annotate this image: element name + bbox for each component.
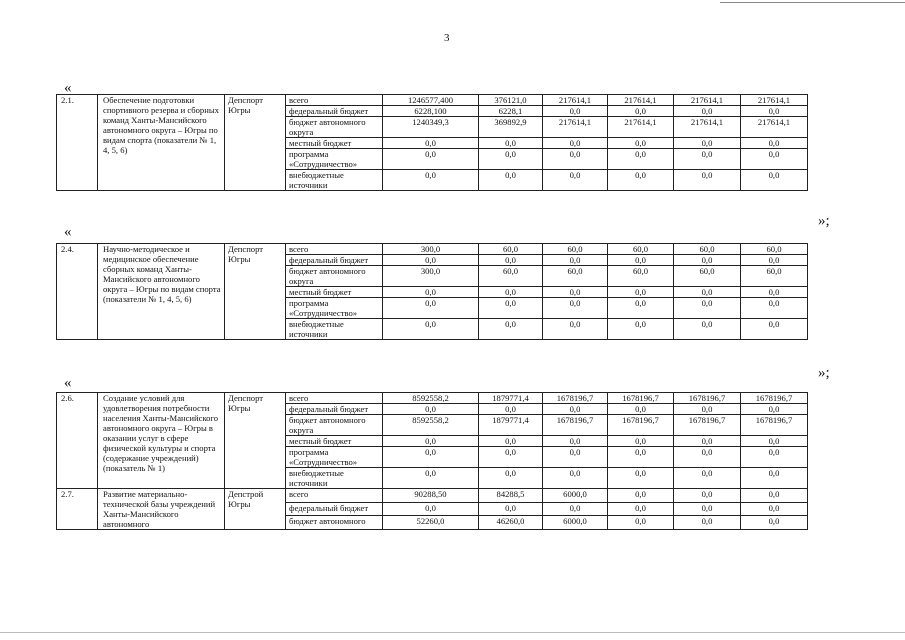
table-row bbox=[57, 489, 808, 503]
budget-table-2-1 bbox=[56, 94, 808, 191]
amount-cell: 60,0 bbox=[543, 244, 608, 255]
table-body bbox=[57, 95, 808, 191]
amount-cell: 0,0 bbox=[674, 255, 741, 266]
amount-cell: 0,0 bbox=[741, 319, 808, 340]
amount-cell: 60,0 bbox=[608, 266, 674, 287]
amount-cell: 0,0 bbox=[674, 106, 741, 117]
table-body bbox=[57, 393, 808, 530]
amount-cell: 0,0 bbox=[543, 436, 608, 447]
amount-cell: 0,0 bbox=[479, 319, 543, 340]
amount-cell: 0,0 bbox=[383, 149, 479, 170]
amount-cell: 0,0 bbox=[383, 319, 479, 340]
amount-cell: 60,0 bbox=[741, 266, 808, 287]
row-name: Научно-методическое и медицинское обеспечение сборных команд Ханты-Мансийского автономного округа – Югры по видам спорта (показатели № 1, 4, 5, 6) bbox=[98, 244, 225, 340]
amount-cell: 0,0 bbox=[608, 138, 674, 149]
open-quote: « bbox=[64, 224, 72, 240]
amount-cell: 0,0 bbox=[608, 287, 674, 298]
amount-cell: 0,0 bbox=[608, 170, 674, 191]
close-quote: »; bbox=[818, 365, 830, 381]
amount-cell: 0,0 bbox=[383, 287, 479, 298]
close-quote: »; bbox=[818, 213, 830, 229]
funding-source-label: всего bbox=[286, 95, 383, 106]
amount-cell: 0,0 bbox=[608, 502, 674, 516]
table-row bbox=[57, 393, 808, 404]
amount-cell: 0,0 bbox=[741, 287, 808, 298]
funding-source-label: федеральный бюджет bbox=[286, 106, 383, 117]
amount-cell: 0,0 bbox=[543, 319, 608, 340]
amount-cell: 52260,0 bbox=[383, 516, 479, 530]
amount-cell: 0,0 bbox=[479, 447, 543, 468]
amount-cell: 0,0 bbox=[543, 502, 608, 516]
amount-cell: 0,0 bbox=[674, 319, 741, 340]
open-quote: « bbox=[64, 375, 72, 391]
table-row bbox=[57, 244, 808, 255]
amount-cell: 1879771,4 bbox=[479, 393, 543, 404]
amount-cell: 1678196,7 bbox=[543, 415, 608, 436]
amount-cell: 369892,9 bbox=[479, 117, 543, 138]
amount-cell: 0,0 bbox=[674, 298, 741, 319]
amount-cell: 0,0 bbox=[383, 404, 479, 415]
amount-cell: 0,0 bbox=[383, 447, 479, 468]
row-name: Обеспечение подготовки спортивного резерва и сборных команд Ханты-Мансийского автономного округа – Югры по видам спорта (показатели № 1, 4, 5, 6) bbox=[98, 95, 225, 191]
amount-cell: 0,0 bbox=[383, 502, 479, 516]
amount-cell: 8592558,2 bbox=[383, 393, 479, 404]
amount-cell: 0,0 bbox=[543, 255, 608, 266]
amount-cell: 46260,0 bbox=[479, 516, 543, 530]
funding-source-label: местный бюджет bbox=[286, 287, 383, 298]
row-name: Развитие материально-технической базы учреждений Ханты-Мансийского автономного bbox=[98, 489, 225, 530]
amount-cell: 376121,0 bbox=[479, 95, 543, 106]
amount-cell: 60,0 bbox=[479, 244, 543, 255]
amount-cell: 0,0 bbox=[383, 436, 479, 447]
amount-cell: 0,0 bbox=[383, 170, 479, 191]
amount-cell: 0,0 bbox=[674, 502, 741, 516]
amount-cell: 0,0 bbox=[543, 170, 608, 191]
amount-cell: 0,0 bbox=[479, 298, 543, 319]
amount-cell: 217614,1 bbox=[608, 95, 674, 106]
amount-cell: 60,0 bbox=[741, 244, 808, 255]
funding-source-label: всего bbox=[286, 489, 383, 503]
row-executor: Депспорт Югры bbox=[225, 244, 286, 340]
amount-cell: 8592558,2 bbox=[383, 415, 479, 436]
amount-cell: 0,0 bbox=[383, 138, 479, 149]
amount-cell: 0,0 bbox=[674, 489, 741, 503]
amount-cell: 0,0 bbox=[608, 106, 674, 117]
amount-cell: 0,0 bbox=[741, 516, 808, 530]
scan-edge-bottom bbox=[0, 632, 905, 633]
amount-cell: 0,0 bbox=[741, 149, 808, 170]
amount-cell: 0,0 bbox=[543, 106, 608, 117]
amount-cell: 0,0 bbox=[741, 502, 808, 516]
amount-cell: 1240349,3 bbox=[383, 117, 479, 138]
amount-cell: 0,0 bbox=[383, 255, 479, 266]
amount-cell: 0,0 bbox=[674, 516, 741, 530]
amount-cell: 0,0 bbox=[479, 170, 543, 191]
amount-cell: 0,0 bbox=[543, 287, 608, 298]
amount-cell: 6228,1 bbox=[479, 106, 543, 117]
amount-cell: 6228,100 bbox=[383, 106, 479, 117]
amount-cell: 0,0 bbox=[674, 287, 741, 298]
amount-cell: 60,0 bbox=[479, 266, 543, 287]
amount-cell: 1246577,400 bbox=[383, 95, 479, 106]
amount-cell: 0,0 bbox=[741, 255, 808, 266]
row-index: 2.4. bbox=[57, 244, 98, 340]
funding-source-label: бюджет автономного округа bbox=[286, 117, 383, 138]
amount-cell: 1678196,7 bbox=[741, 393, 808, 404]
amount-cell: 0,0 bbox=[479, 255, 543, 266]
amount-cell: 1879771,4 bbox=[479, 415, 543, 436]
amount-cell: 60,0 bbox=[674, 244, 741, 255]
amount-cell: 0,0 bbox=[479, 287, 543, 298]
funding-source-label: внебюджетные источники bbox=[286, 170, 383, 191]
table-row bbox=[57, 95, 808, 106]
amount-cell: 217614,1 bbox=[674, 117, 741, 138]
amount-cell: 0,0 bbox=[741, 298, 808, 319]
scan-edge-top bbox=[720, 2, 905, 3]
funding-source-label: всего bbox=[286, 393, 383, 404]
table-body bbox=[57, 244, 808, 340]
amount-cell: 1678196,7 bbox=[608, 415, 674, 436]
funding-source-label: бюджет автономного округа bbox=[286, 266, 383, 287]
funding-source-label: федеральный бюджет bbox=[286, 502, 383, 516]
row-index: 2.6. bbox=[57, 393, 98, 489]
amount-cell: 0,0 bbox=[608, 489, 674, 503]
amount-cell: 0,0 bbox=[543, 404, 608, 415]
amount-cell: 6000,0 bbox=[543, 489, 608, 503]
amount-cell: 0,0 bbox=[608, 149, 674, 170]
amount-cell: 84288,5 bbox=[479, 489, 543, 503]
amount-cell: 60,0 bbox=[674, 266, 741, 287]
amount-cell: 300,0 bbox=[383, 266, 479, 287]
budget-table-2-4 bbox=[56, 243, 808, 340]
amount-cell: 300,0 bbox=[383, 244, 479, 255]
funding-source-label: бюджет автономного округа bbox=[286, 415, 383, 436]
amount-cell: 0,0 bbox=[608, 436, 674, 447]
amount-cell: 217614,1 bbox=[741, 117, 808, 138]
amount-cell: 0,0 bbox=[674, 404, 741, 415]
amount-cell: 0,0 bbox=[741, 436, 808, 447]
amount-cell: 1678196,7 bbox=[741, 415, 808, 436]
amount-cell: 0,0 bbox=[741, 447, 808, 468]
funding-source-label: федеральный бюджет bbox=[286, 255, 383, 266]
amount-cell: 217614,1 bbox=[608, 117, 674, 138]
amount-cell: 0,0 bbox=[674, 170, 741, 191]
amount-cell: 60,0 bbox=[543, 266, 608, 287]
amount-cell: 0,0 bbox=[383, 468, 479, 489]
amount-cell: 0,0 bbox=[608, 255, 674, 266]
amount-cell: 217614,1 bbox=[674, 95, 741, 106]
amount-cell: 0,0 bbox=[608, 298, 674, 319]
amount-cell: 0,0 bbox=[741, 106, 808, 117]
amount-cell: 0,0 bbox=[608, 516, 674, 530]
amount-cell: 217614,1 bbox=[741, 95, 808, 106]
amount-cell: 1678196,7 bbox=[674, 393, 741, 404]
amount-cell: 0,0 bbox=[674, 447, 741, 468]
amount-cell: 217614,1 bbox=[543, 117, 608, 138]
amount-cell: 0,0 bbox=[674, 149, 741, 170]
row-index: 2.1. bbox=[57, 95, 98, 191]
amount-cell: 0,0 bbox=[741, 468, 808, 489]
amount-cell: 0,0 bbox=[674, 138, 741, 149]
funding-source-label: местный бюджет bbox=[286, 138, 383, 149]
funding-source-label: программа «Сотрудничество» bbox=[286, 447, 383, 468]
amount-cell: 6000,0 bbox=[543, 516, 608, 530]
amount-cell: 0,0 bbox=[608, 468, 674, 489]
row-name: Создание условий для удовлетворения потребности населения Ханты-Мансийского автономного округа – Югры в оказании услуг в сфере физической культуры и спорта (содержание учреждений) (показатель № 1) bbox=[98, 393, 225, 489]
funding-source-label: внебюджетные источники bbox=[286, 468, 383, 489]
amount-cell: 0,0 bbox=[543, 138, 608, 149]
amount-cell: 0,0 bbox=[479, 138, 543, 149]
amount-cell: 0,0 bbox=[741, 170, 808, 191]
amount-cell: 0,0 bbox=[543, 298, 608, 319]
amount-cell: 0,0 bbox=[543, 149, 608, 170]
page-number: 3 bbox=[444, 32, 450, 44]
amount-cell: 0,0 bbox=[674, 468, 741, 489]
amount-cell: 0,0 bbox=[741, 489, 808, 503]
amount-cell: 0,0 bbox=[674, 436, 741, 447]
amount-cell: 0,0 bbox=[608, 447, 674, 468]
budget-table-2-6 bbox=[56, 392, 808, 530]
funding-source-label: всего bbox=[286, 244, 383, 255]
open-quote: « bbox=[64, 80, 72, 96]
amount-cell: 0,0 bbox=[479, 404, 543, 415]
row-index: 2.7. bbox=[57, 489, 98, 530]
amount-cell: 0,0 bbox=[383, 298, 479, 319]
funding-source-label: федеральный бюджет bbox=[286, 404, 383, 415]
amount-cell: 0,0 bbox=[479, 468, 543, 489]
amount-cell: 0,0 bbox=[741, 138, 808, 149]
row-executor: Депспорт Югры bbox=[225, 95, 286, 191]
funding-source-label: программа «Сотрудничество» bbox=[286, 298, 383, 319]
amount-cell: 1678196,7 bbox=[543, 393, 608, 404]
amount-cell: 1678196,7 bbox=[674, 415, 741, 436]
amount-cell: 217614,1 bbox=[543, 95, 608, 106]
funding-source-label: программа «Сотрудничество» bbox=[286, 149, 383, 170]
funding-source-label: бюджет автономного bbox=[286, 516, 383, 530]
amount-cell: 0,0 bbox=[479, 502, 543, 516]
amount-cell: 0,0 bbox=[543, 468, 608, 489]
amount-cell: 0,0 bbox=[608, 319, 674, 340]
amount-cell: 90288,50 bbox=[383, 489, 479, 503]
amount-cell: 0,0 bbox=[608, 404, 674, 415]
amount-cell: 1678196,7 bbox=[608, 393, 674, 404]
amount-cell: 60,0 bbox=[608, 244, 674, 255]
funding-source-label: внебюджетные источники bbox=[286, 319, 383, 340]
amount-cell: 0,0 bbox=[479, 436, 543, 447]
funding-source-label: местный бюджет bbox=[286, 436, 383, 447]
row-executor: Депспорт Югры bbox=[225, 393, 286, 489]
amount-cell: 0,0 bbox=[479, 149, 543, 170]
amount-cell: 0,0 bbox=[741, 404, 808, 415]
amount-cell: 0,0 bbox=[543, 447, 608, 468]
row-executor: Депстрой Югры bbox=[225, 489, 286, 530]
